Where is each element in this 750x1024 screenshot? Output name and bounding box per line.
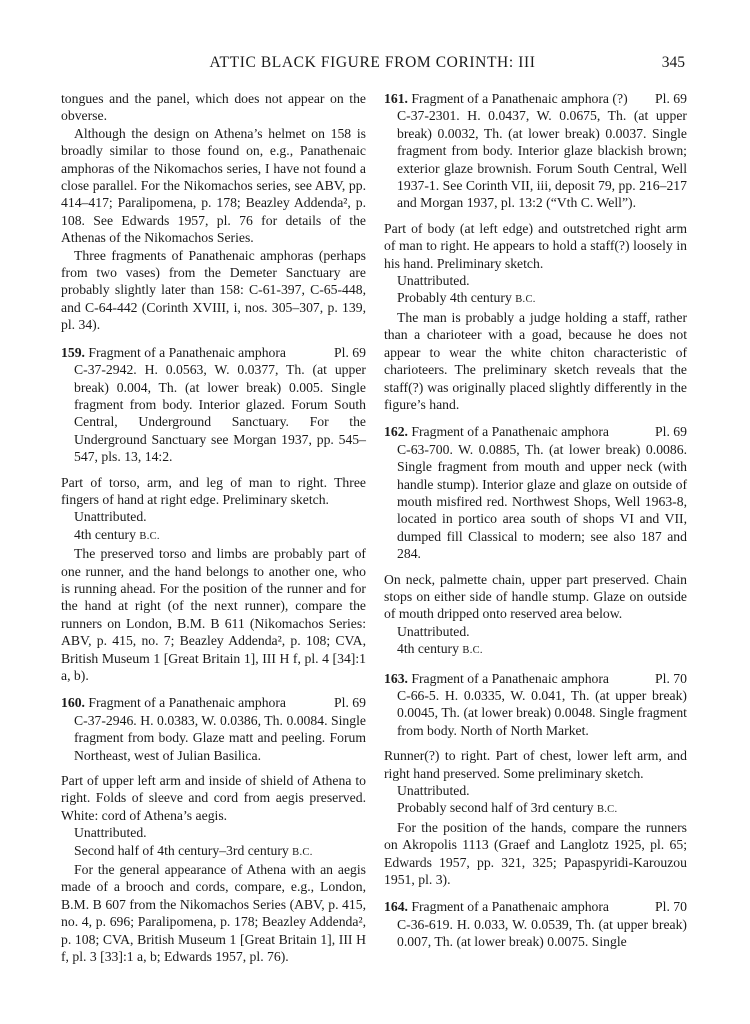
entry-number: 164.	[384, 899, 408, 915]
date-text: 4th century	[397, 641, 459, 657]
catalog-entry-161	[384, 90, 687, 413]
commentary: For the general appearance of Athena with an aegis made of a brooch and cords, compare, e.g., London, B.M. B 607 from the Nikomachos Series (ABV, p. 415, no. 4, p. 696; Paralipomena, p. 178; Beazley Addenda², p. 108; CVA, British Museum 1 [Great Britain 1], III H f, pl. 3 [33]:1 a, b; Edwards 1957, pl. 76).	[61, 862, 366, 965]
date-line	[384, 289, 687, 308]
entry-title: Fragment of a Panathenaic amphora	[88, 344, 287, 360]
left-column	[61, 90, 366, 966]
entry-heading	[384, 898, 687, 915]
catalog-entry-159	[61, 344, 366, 685]
date-text: Probably 4th century	[397, 290, 512, 306]
date-line	[384, 640, 687, 659]
entry-number: 159.	[61, 344, 85, 360]
entry-heading	[384, 670, 687, 687]
entry-number: 161.	[384, 91, 408, 106]
catalog-entry-164	[384, 898, 687, 950]
right-column	[384, 90, 687, 951]
description: On neck, palmette chain, upper part preserved. Chain stops on either side of handle stump. Glaze on outside of mouth dripped onto reserved area below.	[384, 571, 687, 622]
entry-heading	[61, 694, 366, 711]
catalog-data: C-63-700. W. 0.0885, Th. (at lower break) 0.0086. Single fragment from mouth and upper neck (with handle stump). Interior glaze and glaze on outside of mouth misfired red. Northwest Shops, Well 1963-8, located in portico area south of shops VI and VII, dumped fill Classical to modern; see also 187 and 284.	[397, 441, 687, 562]
description: Part of torso, arm, and leg of man to right. Three fingers of hand at right edge. Preliminary sketch.	[61, 474, 366, 507]
catalog-data: C-37-2946. H. 0.0383, W. 0.0386, Th. 0.0084. Single fragment from body. Glaze matt and peeling. Forum Northeast, west of Julian Basilica.	[74, 712, 366, 763]
plate-reference: Pl. 69	[655, 424, 687, 440]
commentary: For the position of the hands, compare the runners on Akropolis 1113 (Graef and Langlotz 1925, pl. 65; Edwards 1957, pp. 321, 325; Papaspyridi-Karouzou 1951, pl. 3).	[384, 819, 687, 888]
entry-title: Fragment of a Panathenaic amphora	[411, 424, 610, 440]
entry-title: Fragment of a Panathenaic amphora	[88, 695, 287, 711]
paragraph-demeter-fragments: Three fragments of Panathenaic amphoras (perhaps from two vases) from the Demeter Sanctuary are probably slightly later than 158: C-61-397, C-65-448, and C-64-442 (Corinth XVIII, i, nos. 305–307, p. 139, pl. 34).	[61, 247, 366, 333]
entry-title: Fragment of a Panathenaic amphora	[411, 670, 610, 686]
date-text: Second half of 4th century–3rd century	[74, 842, 289, 858]
description: Part of upper left arm and inside of shield of Athena to right. Folds of sleeve and cord from aegis preserved. White: cord of Athena’s aegis.	[61, 773, 366, 823]
plate-reference: Pl. 70	[655, 670, 687, 686]
attribution: Unattributed.	[74, 509, 147, 525]
catalog-entry-162	[384, 423, 687, 659]
entry-number: 162.	[384, 424, 408, 440]
era-label: B.C.	[139, 530, 160, 542]
era-label: B.C.	[596, 804, 618, 816]
paragraph-helmet-design: Although the design on Athena’s helmet on 158 is broadly similar to those found on, e.g., Panathenaic amphoras of the Nikomachos series, I have not found a close parallel. For the Nikomachos series, see ABV, pp. 414–417; Paralipomena, p. 178; Beazley Addenda², p. 108. See Edwards 1957, pl. 76 for details of the Athenas of the Nikomachos Series.	[61, 125, 366, 246]
entry-title: Fragment of a Panathenaic amphora	[411, 899, 610, 915]
paragraph-continued: tongues and the panel, which does not appear on the obverse.	[61, 91, 366, 124]
catalog-data: C-37-2942. H. 0.0563, W. 0.0377, Th. (at upper break) 0.004, Th. (at lower break) 0.005. Single fragment from body. Interior glazed. Forum South Central, Underground Sanctuary. For the Underground Sanctuary see Morgan 1937, pp. 545–547, pls. 13, 14:2.	[74, 362, 366, 465]
catalog-entry-160	[61, 694, 366, 965]
date-line	[61, 842, 366, 861]
catalog-data: C-66-5. H. 0.0335, W. 0.041, Th. (at upper break) 0.0045, Th. (at lower break) 0.0048. Single fragment from body. North of North Market.	[397, 688, 687, 738]
entry-number: 163.	[384, 670, 408, 686]
era-label: B.C.	[515, 294, 536, 306]
era-label: B.C.	[292, 846, 313, 858]
page-number: 345	[661, 54, 685, 71]
attribution: Unattributed.	[397, 273, 470, 289]
date-text: 4th century	[74, 526, 136, 542]
era-label: B.C.	[462, 645, 483, 657]
date-text: Probably second half of 3rd century	[397, 800, 594, 816]
description: Part of body (at left edge) and outstretched right arm of man to right. He appears to hold a staff(?) loosely in his hand. Preliminary sketch.	[384, 220, 687, 271]
entry-title: Fragment of a Panathenaic amphora (?)	[411, 91, 628, 106]
entry-heading	[384, 90, 687, 107]
attribution: Unattributed.	[397, 623, 470, 639]
date-line	[61, 526, 366, 545]
commentary: The preserved torso and limbs are probably part of one runner, and the hand belongs to another one, who is running ahead. For the position of the runner and for the hand at right (of the next runner), compare the runners on London, B.M. B 611 (Nikomachos Series: ABV, p. 415, no. 7; Beazley Addenda², p. 108; CVA, British Museum 1 [Great Britain 1], III H f, pl. 4 [34]:1 a, b).	[61, 546, 366, 683]
plate-reference: Pl. 69	[334, 344, 366, 360]
running-title: ATTIC BLACK FIGURE FROM CORINTH: III	[209, 54, 536, 71]
date-line	[384, 799, 687, 818]
catalog-data: C-37-2301. H. 0.0437, W. 0.0675, Th. (at upper break) 0.0032, Th. (at lower break) 0.0037. Single fragment from body. Interior glaze blackish brown; exterior glaze brownish. Forum South Central, Well 1937-1. See Corinth VII, iii, deposit 79, pp. 216–217 and Morgan 1937, pl. 13:2 (“Vth C. Well”).	[397, 108, 687, 211]
plate-reference: Pl. 69	[655, 91, 687, 106]
catalog-data: C-36-619. H. 0.033, W. 0.0539, Th. (at upper break) 0.007, Th. (at lower break) 0.0075. Single	[397, 916, 687, 950]
entry-heading	[384, 423, 687, 440]
attribution: Unattributed.	[397, 783, 470, 799]
catalog-entry-163	[384, 670, 687, 889]
attribution: Unattributed.	[74, 825, 147, 841]
entry-heading	[61, 344, 366, 361]
page-header	[60, 54, 685, 76]
entry-number: 160.	[61, 695, 85, 711]
plate-reference: Pl. 69	[334, 695, 366, 711]
plate-reference: Pl. 70	[655, 899, 687, 915]
description: Runner(?) to right. Part of chest, lower left arm, and right hand preserved. Some preliminary sketch.	[384, 748, 687, 781]
commentary: The man is probably a judge holding a staff, rather than a charioteer with a goad, because he does not appear to wear the white chiton characteristic of charioteers. The preliminary sketch reveals that the staff(?) was originally placed slightly differently in the figure’s hand.	[384, 309, 687, 412]
